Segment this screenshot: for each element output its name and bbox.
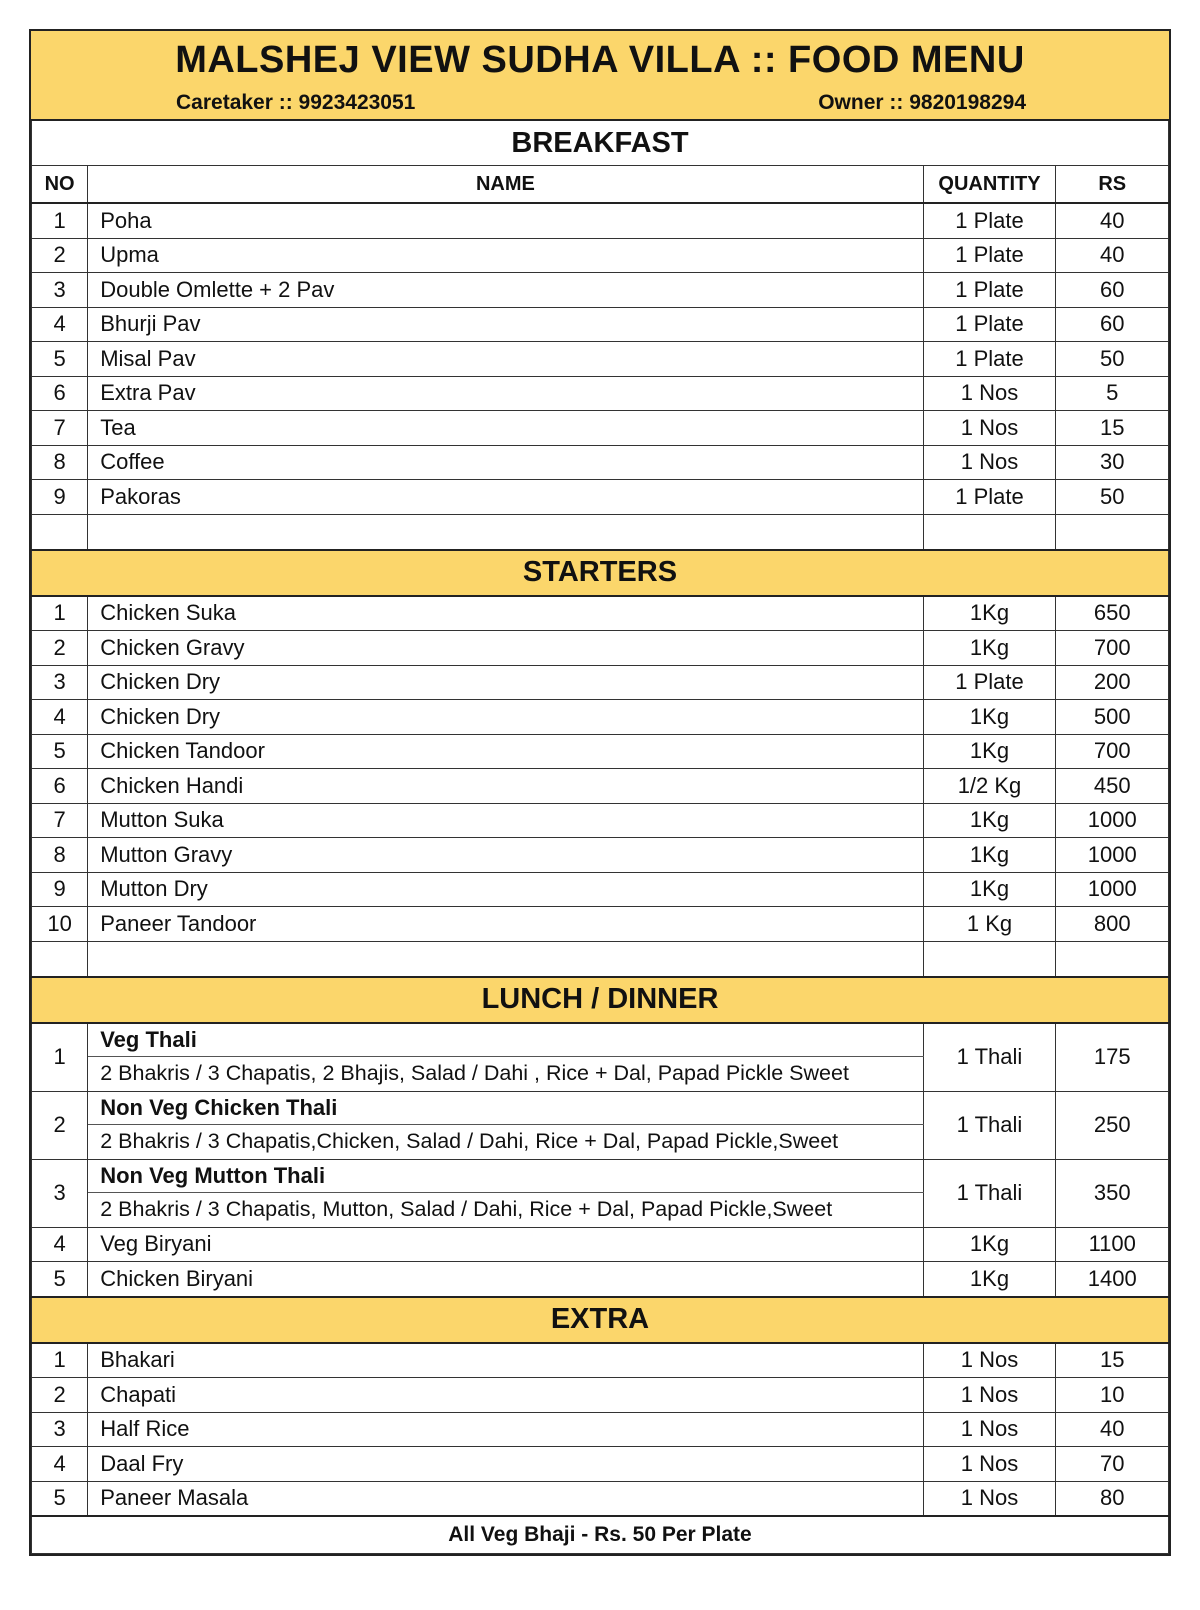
table-row <box>32 872 1169 907</box>
table-row <box>32 1412 1169 1447</box>
item-no: 2 <box>32 631 88 666</box>
menu-table <box>31 121 1169 1554</box>
table-row <box>32 203 1169 238</box>
table-row <box>32 480 1169 515</box>
thali-name: Non Veg Chicken Thali <box>88 1091 923 1124</box>
item-no: 1 <box>32 1023 88 1092</box>
table-row <box>32 907 1169 942</box>
item-name: Poha <box>88 203 923 238</box>
item-quantity: 1 Kg <box>923 907 1056 942</box>
item-price: 500 <box>1056 700 1169 735</box>
col-no-header: NO <box>32 166 88 204</box>
item-price: 40 <box>1056 203 1169 238</box>
item-price: 700 <box>1056 734 1169 769</box>
section-title: BREAKFAST <box>32 121 1169 166</box>
item-name: Chicken Gravy <box>88 631 923 666</box>
item-quantity: 1 Thali <box>923 1159 1056 1227</box>
table-row <box>32 307 1169 342</box>
item-name: Bhurji Pav <box>88 307 923 342</box>
blank-cell <box>32 514 88 550</box>
menu-header <box>31 31 1169 121</box>
table-row <box>32 1343 1169 1378</box>
thali-row <box>32 1159 1169 1192</box>
item-quantity: 1 Thali <box>923 1023 1056 1092</box>
item-name: Extra Pav <box>88 376 923 411</box>
item-quantity: 1 Thali <box>923 1091 1056 1159</box>
item-quantity: 1 Plate <box>923 273 1056 308</box>
item-no: 10 <box>32 907 88 942</box>
caretaker-contact: Caretaker :: 9923423051 <box>176 91 416 114</box>
table-row <box>32 376 1169 411</box>
item-no: 6 <box>32 769 88 804</box>
item-price: 1000 <box>1056 872 1169 907</box>
item-quantity: 1 Nos <box>923 445 1056 480</box>
section-title: EXTRA <box>32 1297 1169 1343</box>
col-rs-header: RS <box>1056 166 1169 204</box>
item-no: 3 <box>32 1159 88 1227</box>
item-name: Mutton Gravy <box>88 838 923 873</box>
item-no: 5 <box>32 1481 88 1516</box>
item-no: 8 <box>32 838 88 873</box>
item-no: 7 <box>32 803 88 838</box>
item-no: 1 <box>32 203 88 238</box>
item-price: 60 <box>1056 273 1169 308</box>
table-row <box>32 803 1169 838</box>
item-no: 4 <box>32 1447 88 1482</box>
table-row <box>32 1227 1169 1262</box>
table-row <box>32 411 1169 446</box>
thali-name: Non Veg Mutton Thali <box>88 1159 923 1192</box>
section-title: STARTERS <box>32 550 1169 596</box>
item-name: Chicken Dry <box>88 700 923 735</box>
blank-cell <box>32 941 88 977</box>
item-price: 40 <box>1056 1412 1169 1447</box>
item-price: 40 <box>1056 238 1169 273</box>
thali-description: 2 Bhakris / 3 Chapatis, Mutton, Salad / Dahi, Rice + Dal, Papad Pickle,Sweet <box>88 1192 923 1227</box>
item-quantity: 1/2 Kg <box>923 769 1056 804</box>
blank-cell <box>88 514 923 550</box>
col-name-header: NAME <box>88 166 923 204</box>
table-row <box>32 1481 1169 1516</box>
section-lunch <box>32 977 1169 1023</box>
item-name: Mutton Dry <box>88 872 923 907</box>
table-row <box>32 445 1169 480</box>
item-price: 650 <box>1056 596 1169 631</box>
blank-cell <box>923 514 1056 550</box>
blank-row <box>32 514 1169 550</box>
thali-name: Veg Thali <box>88 1023 923 1057</box>
item-no: 5 <box>32 734 88 769</box>
item-price: 50 <box>1056 480 1169 515</box>
thali-row <box>32 1023 1169 1057</box>
item-price: 250 <box>1056 1091 1169 1159</box>
blank-cell <box>88 941 923 977</box>
item-price: 5 <box>1056 376 1169 411</box>
item-price: 50 <box>1056 342 1169 377</box>
item-name: Chicken Dry <box>88 665 923 700</box>
column-header-row <box>32 166 1169 204</box>
table-row <box>32 596 1169 631</box>
item-quantity: 1Kg <box>923 631 1056 666</box>
item-quantity: 1 Nos <box>923 1447 1056 1482</box>
owner-contact: Owner :: 9820198294 <box>818 91 1026 114</box>
item-name: Misal Pav <box>88 342 923 377</box>
item-quantity: 1 Nos <box>923 411 1056 446</box>
item-name: Half Rice <box>88 1412 923 1447</box>
item-name: Chicken Handi <box>88 769 923 804</box>
item-no: 4 <box>32 700 88 735</box>
item-name: Mutton Suka <box>88 803 923 838</box>
item-price: 1100 <box>1056 1227 1169 1262</box>
item-no: 4 <box>32 1227 88 1262</box>
item-name: Tea <box>88 411 923 446</box>
section-title: LUNCH / DINNER <box>32 977 1169 1023</box>
item-price: 800 <box>1056 907 1169 942</box>
table-row <box>32 1378 1169 1413</box>
table-row <box>32 665 1169 700</box>
item-quantity: 1 Plate <box>923 203 1056 238</box>
item-name: Pakoras <box>88 480 923 515</box>
blank-row <box>32 941 1169 977</box>
item-name: Paneer Tandoor <box>88 907 923 942</box>
item-name: Double Omlette + 2 Pav <box>88 273 923 308</box>
item-name: Veg Biryani <box>88 1227 923 1262</box>
item-price: 10 <box>1056 1378 1169 1413</box>
item-quantity: 1Kg <box>923 700 1056 735</box>
section-starters <box>32 550 1169 596</box>
item-no: 9 <box>32 872 88 907</box>
item-quantity: 1Kg <box>923 838 1056 873</box>
item-price: 60 <box>1056 307 1169 342</box>
footer-row <box>32 1516 1169 1554</box>
col-qty-header: QUANTITY <box>923 166 1056 204</box>
item-quantity: 1 Plate <box>923 238 1056 273</box>
item-quantity: 1Kg <box>923 803 1056 838</box>
item-price: 175 <box>1056 1023 1169 1092</box>
item-quantity: 1Kg <box>923 596 1056 631</box>
table-row <box>32 238 1169 273</box>
item-no: 1 <box>32 596 88 631</box>
table-row <box>32 1262 1169 1297</box>
item-name: Chicken Biryani <box>88 1262 923 1297</box>
item-quantity: 1 Nos <box>923 1412 1056 1447</box>
item-quantity: 1Kg <box>923 734 1056 769</box>
item-no: 3 <box>32 665 88 700</box>
item-quantity: 1 Plate <box>923 342 1056 377</box>
item-price: 80 <box>1056 1481 1169 1516</box>
table-row <box>32 838 1169 873</box>
section-extra <box>32 1297 1169 1343</box>
item-price: 15 <box>1056 411 1169 446</box>
item-no: 1 <box>32 1343 88 1378</box>
item-no: 7 <box>32 411 88 446</box>
item-name: Daal Fry <box>88 1447 923 1482</box>
item-no: 6 <box>32 376 88 411</box>
item-no: 4 <box>32 307 88 342</box>
item-price: 200 <box>1056 665 1169 700</box>
section-breakfast <box>32 121 1169 166</box>
menu-sheet <box>29 29 1171 1556</box>
item-no: 2 <box>32 1091 88 1159</box>
blank-cell <box>1056 514 1169 550</box>
item-price: 1000 <box>1056 838 1169 873</box>
footer-note: All Veg Bhaji - Rs. 50 Per Plate <box>32 1516 1169 1554</box>
item-no: 2 <box>32 238 88 273</box>
item-no: 3 <box>32 273 88 308</box>
item-no: 8 <box>32 445 88 480</box>
item-no: 3 <box>32 1412 88 1447</box>
item-price: 30 <box>1056 445 1169 480</box>
item-quantity: 1 Plate <box>923 307 1056 342</box>
item-no: 5 <box>32 342 88 377</box>
item-price: 350 <box>1056 1159 1169 1227</box>
table-row <box>32 273 1169 308</box>
table-row <box>32 1447 1169 1482</box>
item-no: 5 <box>32 1262 88 1297</box>
table-row <box>32 700 1169 735</box>
item-price: 15 <box>1056 1343 1169 1378</box>
item-quantity: 1 Plate <box>923 665 1056 700</box>
item-price: 1000 <box>1056 803 1169 838</box>
item-price: 1400 <box>1056 1262 1169 1297</box>
item-price: 450 <box>1056 769 1169 804</box>
item-price: 70 <box>1056 1447 1169 1482</box>
thali-description: 2 Bhakris / 3 Chapatis,Chicken, Salad / Dahi, Rice + Dal, Papad Pickle,Sweet <box>88 1124 923 1159</box>
item-name: Chicken Tandoor <box>88 734 923 769</box>
item-name: Coffee <box>88 445 923 480</box>
item-quantity: 1 Nos <box>923 1343 1056 1378</box>
item-name: Upma <box>88 238 923 273</box>
table-row <box>32 769 1169 804</box>
item-quantity: 1 Nos <box>923 376 1056 411</box>
menu-title: MALSHEJ VIEW SUDHA VILLA :: FOOD MENU <box>175 39 1025 81</box>
table-row <box>32 631 1169 666</box>
item-quantity: 1Kg <box>923 1227 1056 1262</box>
item-name: Chicken Suka <box>88 596 923 631</box>
item-quantity: 1 Nos <box>923 1378 1056 1413</box>
item-name: Chapati <box>88 1378 923 1413</box>
blank-cell <box>923 941 1056 977</box>
table-row <box>32 734 1169 769</box>
item-no: 9 <box>32 480 88 515</box>
item-no: 2 <box>32 1378 88 1413</box>
item-quantity: 1Kg <box>923 1262 1056 1297</box>
item-quantity: 1 Plate <box>923 480 1056 515</box>
thali-row <box>32 1091 1169 1124</box>
item-price: 700 <box>1056 631 1169 666</box>
item-name: Bhakari <box>88 1343 923 1378</box>
item-name: Paneer Masala <box>88 1481 923 1516</box>
blank-cell <box>1056 941 1169 977</box>
thali-description: 2 Bhakris / 3 Chapatis, 2 Bhajis, Salad / Dahi , Rice + Dal, Papad Pickle Sweet <box>88 1056 923 1091</box>
table-row <box>32 342 1169 377</box>
item-quantity: 1 Nos <box>923 1481 1056 1516</box>
item-quantity: 1Kg <box>923 872 1056 907</box>
